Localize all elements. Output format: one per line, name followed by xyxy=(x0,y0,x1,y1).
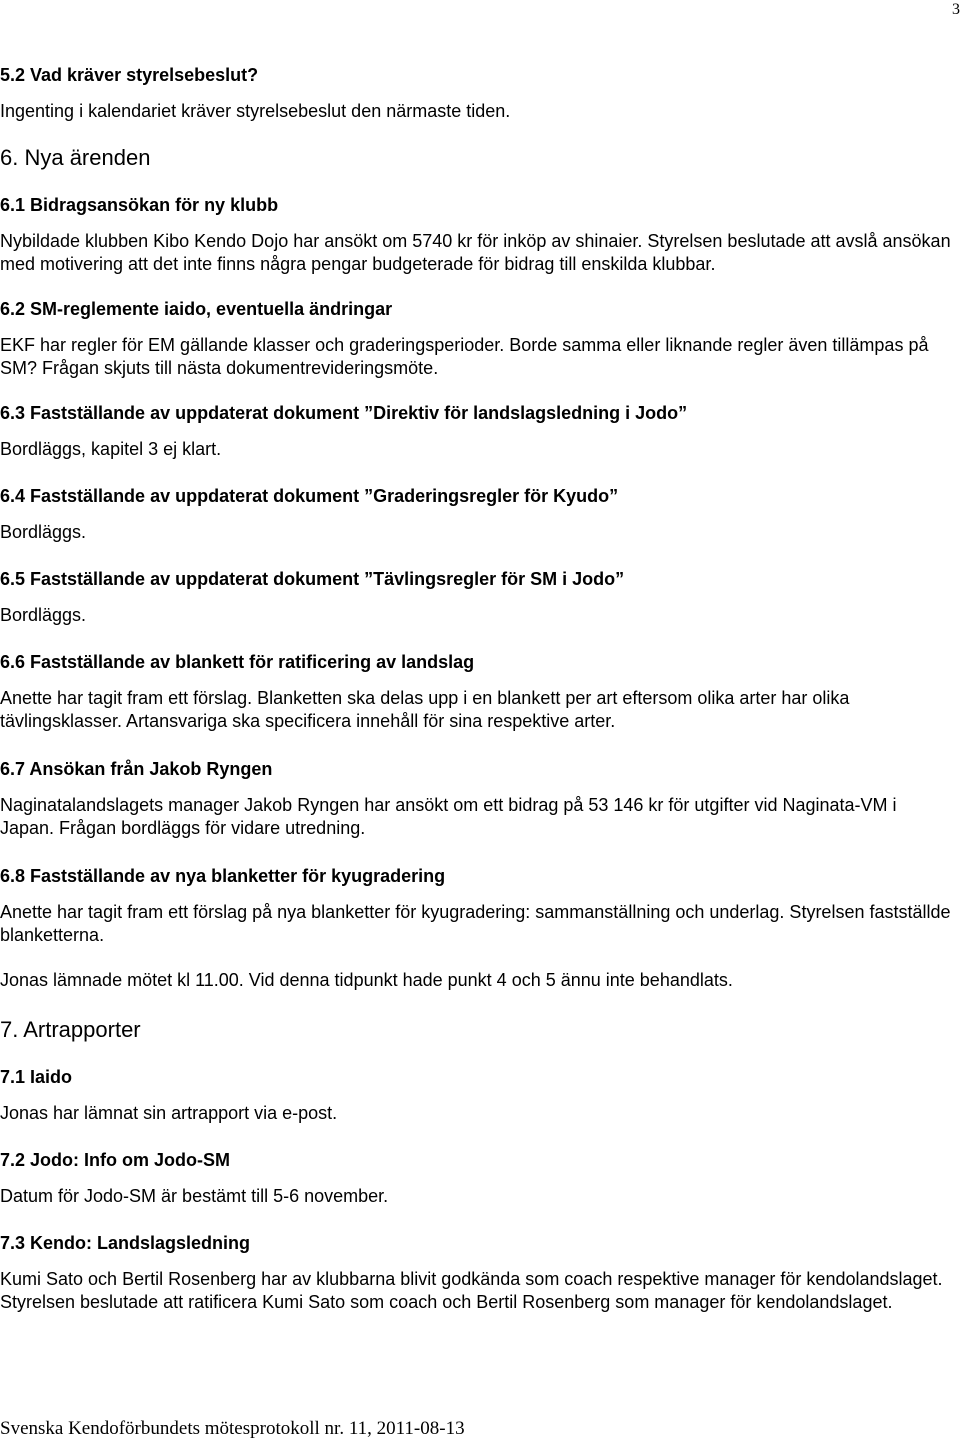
section-6-3-text: Bordläggs, kapitel 3 ej klart. xyxy=(0,439,222,459)
section-6-5-text: Bordläggs. xyxy=(0,605,87,625)
section-6-3-heading: 6.3 Fastställande av uppdaterat dokument ”Direktiv för landslagsledning i Jodo” xyxy=(0,403,688,423)
page-number: 3 xyxy=(952,1,960,18)
section-7-3-text: Kumi Sato och Bertil Rosenberg har av klubbarna blivit godkända som coach respektive manager för kendolandslaget. Styrelsen beslutade att ratificera Kumi Sato som coach och Bertil Rosenberg som manager för kendolandslaget. xyxy=(0,1269,943,1312)
section-6-4-heading: 6.4 Fastställande av uppdaterat dokument ”Graderingsregler för Kyudo” xyxy=(0,486,619,506)
section-7-heading: 7. Artrapporter xyxy=(0,1017,141,1042)
section-5-2-heading: 5.2 Vad kräver styrelsebeslut? xyxy=(0,65,259,85)
section-6-7-heading: 6.7 Ansökan från Jakob Ryngen xyxy=(0,759,273,779)
section-7-2-heading: 7.2 Jodo: Info om Jodo-SM xyxy=(0,1150,230,1170)
section-6-heading: 6. Nya ärenden xyxy=(0,145,151,170)
section-7-2-text: Datum för Jodo-SM är bestämt till 5-6 november. xyxy=(0,1186,389,1206)
section-6-6-text: Anette har tagit fram ett förslag. Blanketten ska delas upp i en blankett per art eftersom olika arter har olika tävlingsklasser. Artansvariga ska specificera innehåll för sina respektive arter. xyxy=(0,688,850,731)
section-6-8-note: Jonas lämnade mötet kl 11.00. Vid denna tidpunkt hade punkt 4 och 5 ännu inte behandlats. xyxy=(0,970,733,990)
section-6-1-heading: 6.1 Bidragsansökan för ny klubb xyxy=(0,195,279,215)
section-7-1-heading: 7.1 Iaido xyxy=(0,1067,73,1087)
section-6-8-text: Anette har tagit fram ett förslag på nya blanketter för kyugradering: sammanställning och underlag. Styrelsen fastställde blanketterna. xyxy=(0,902,951,945)
section-6-1-text: Nybildade klubben Kibo Kendo Dojo har ansökt om 5740 kr för inköp av shinaier. Styrelsen beslutade att avslå ansökan med motivering att det inte finns några pengar budgeterade för bidrag till enskilda klubbar. xyxy=(0,231,951,274)
page-footer: Svenska Kendoförbundets mötesprotokoll nr. 11, 2011-08-13 xyxy=(0,1418,465,1439)
section-5-2-text: Ingenting i kalendariet kräver styrelsebeslut den närmaste tiden. xyxy=(0,101,511,121)
section-7-1-text: Jonas har lämnat sin artrapport via e-post. xyxy=(0,1103,338,1123)
section-6-7-text: Naginatalandslagets manager Jakob Ryngen har ansökt om ett bidrag på 53 146 kr för utgifter vid Naginata-VM i Japan. Frågan bordläggs för vidare utredning. xyxy=(0,795,897,838)
section-6-2-text: EKF har regler för EM gällande klasser och graderingsperioder. Borde samma eller liknande regler även tillämpas på SM? Frågan skjuts till nästa dokumentrevideringsmöte. xyxy=(0,335,929,378)
section-6-8-heading: 6.8 Fastställande av nya blanketter för kyugradering xyxy=(0,866,446,886)
section-6-6-heading: 6.6 Fastställande av blankett för ratificering av landslag xyxy=(0,652,475,672)
section-7-3-heading: 7.3 Kendo: Landslagsledning xyxy=(0,1233,251,1253)
document-body xyxy=(0,64,952,1314)
section-6-2-heading: 6.2 SM-reglemente iaido, eventuella ändringar xyxy=(0,299,393,319)
section-6-5-heading: 6.5 Fastställande av uppdaterat dokument ”Tävlingsregler för SM i Jodo” xyxy=(0,569,625,589)
section-6-4-text: Bordläggs. xyxy=(0,522,87,542)
